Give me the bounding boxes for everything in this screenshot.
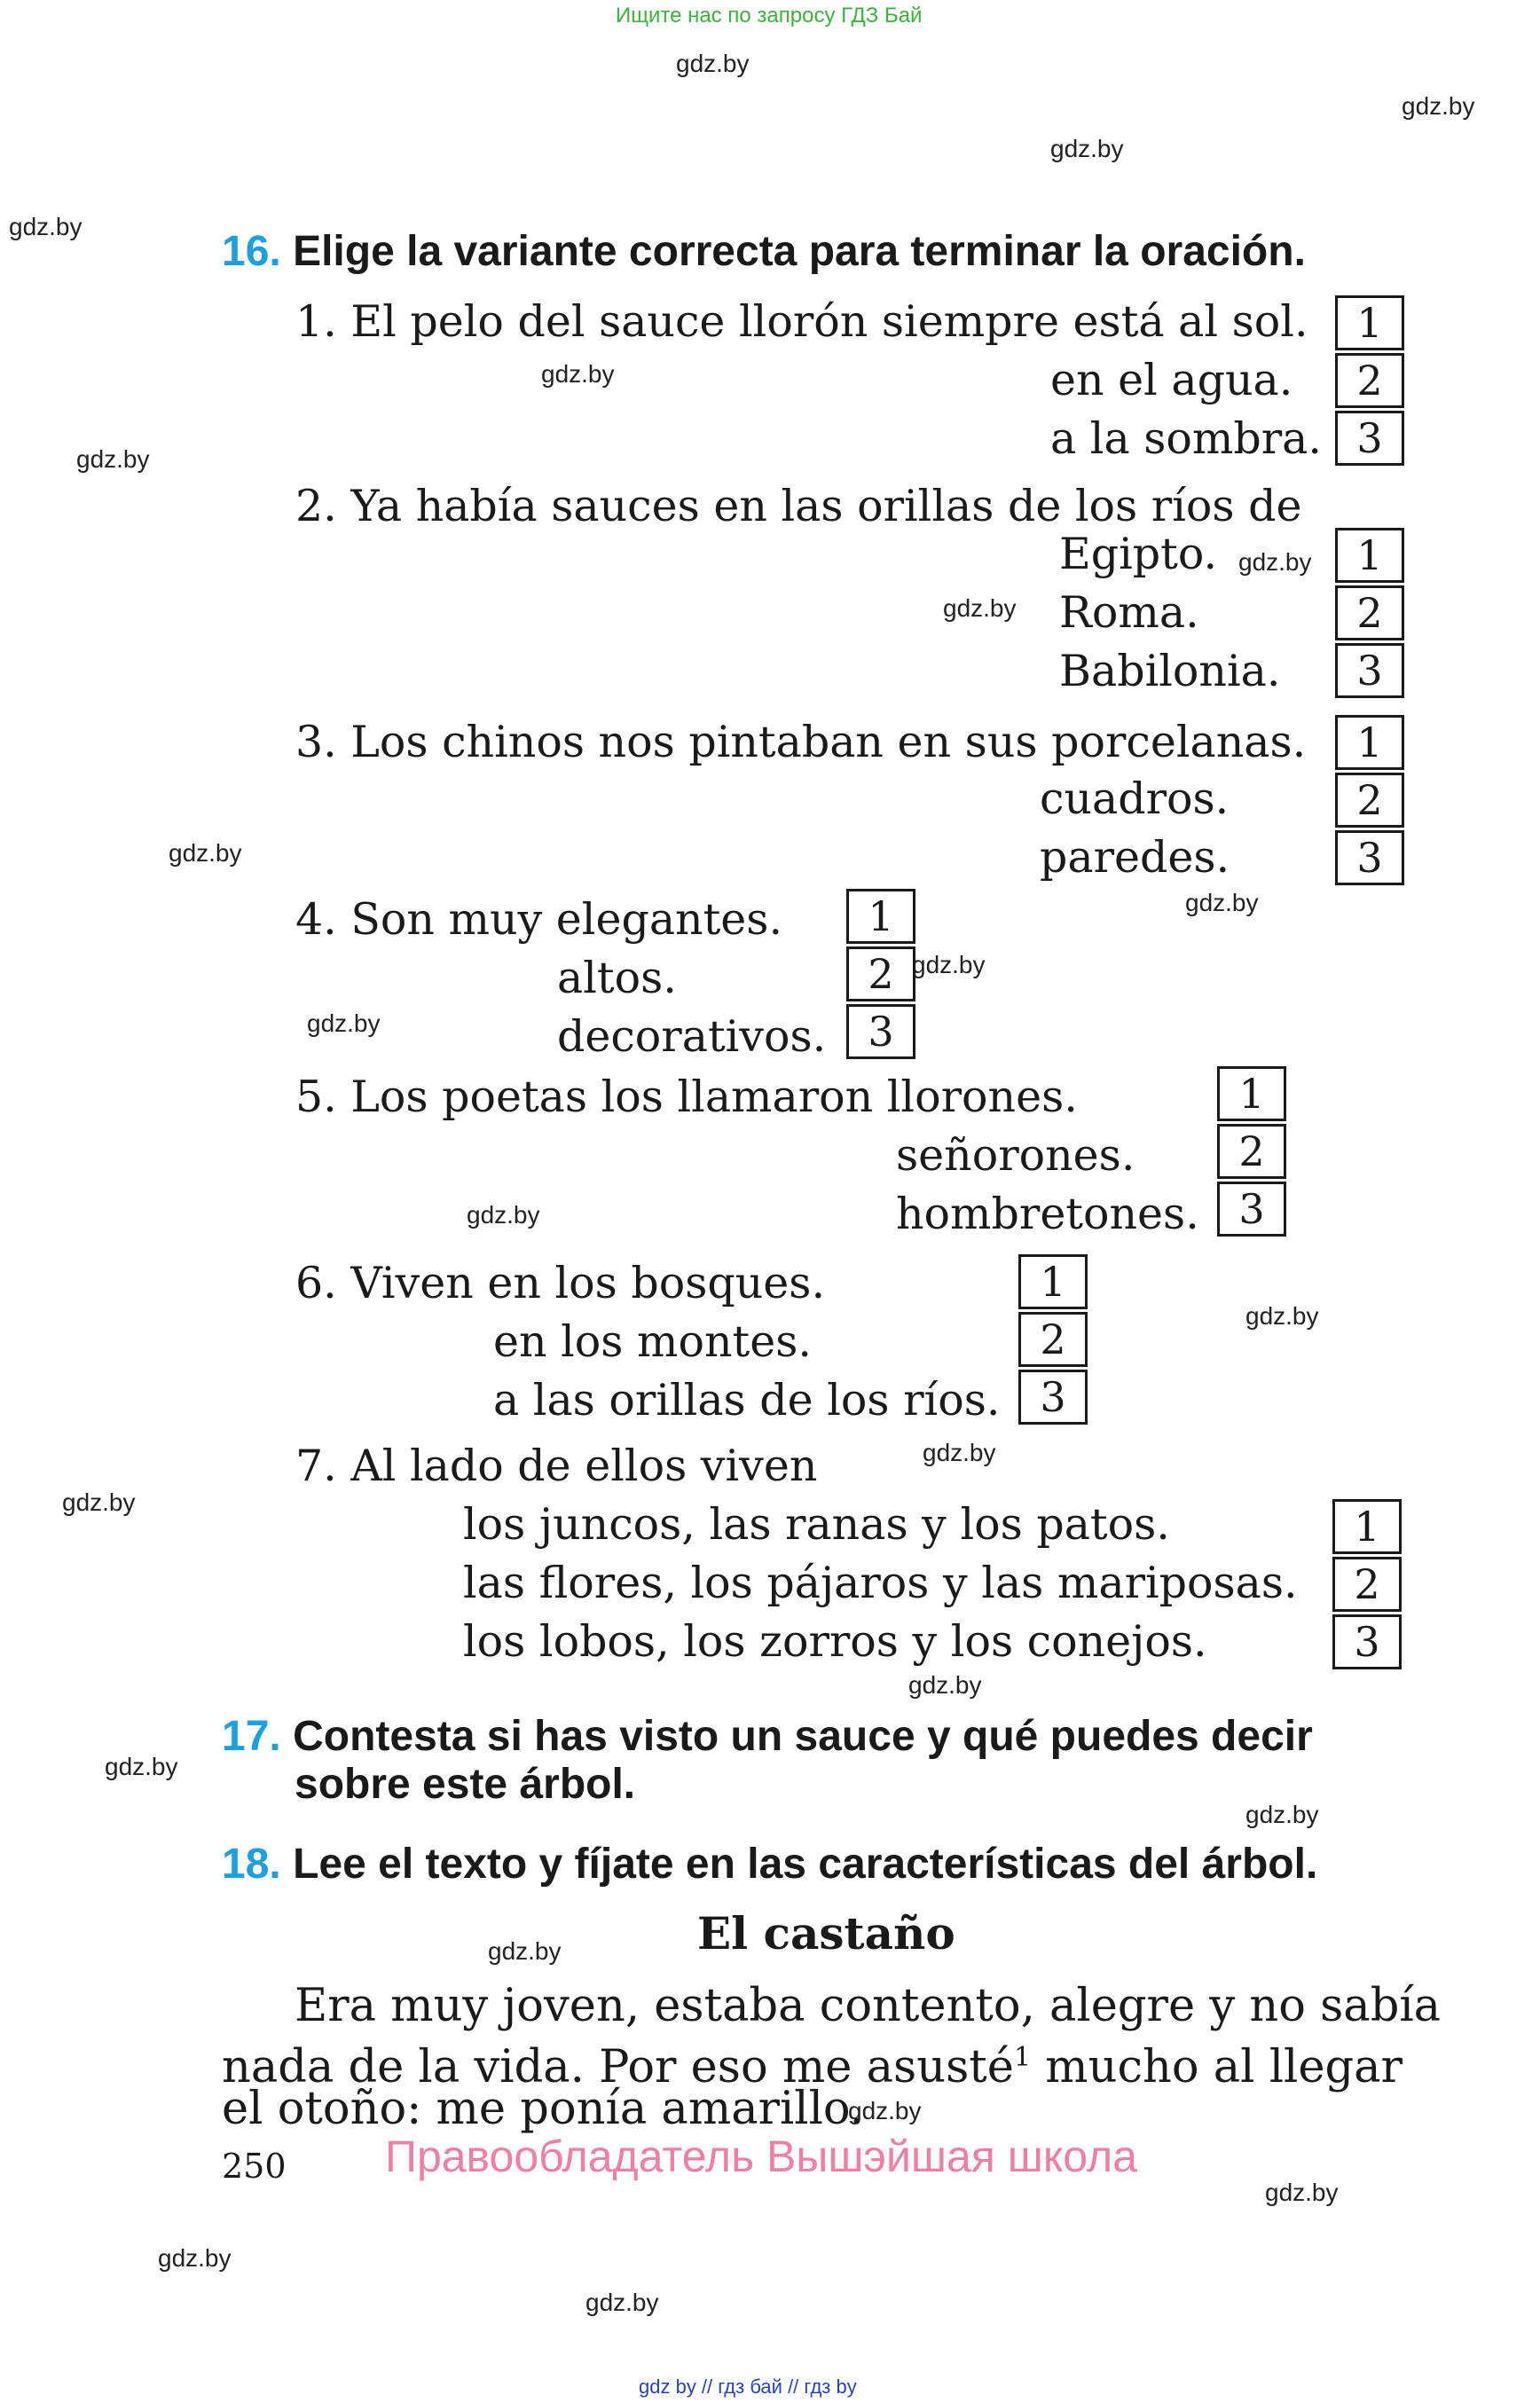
watermark: gdz.by [62,1488,136,1516]
watermark: gdz.by [676,50,750,77]
task-number: 18. [222,1841,281,1888]
task-title: Elige la variante correcta para terminar la oración. [293,228,1306,275]
watermark: gdz.by [1265,2179,1339,2206]
watermark: gdz.by [848,2097,922,2124]
question-1-option-3: a la sombra. [1050,413,1322,464]
answer-box[interactable]: 3 [1332,1614,1402,1669]
answer-box[interactable]: 1 [1217,1066,1286,1121]
watermark: gdz.by [105,1753,178,1780]
watermark: gdz.by [467,1201,540,1229]
answer-box[interactable]: 1 [1335,295,1404,350]
question-7-option-1: los juncos, las ranas y los patos. [463,1499,1170,1550]
page-number: 250 [222,2147,287,2186]
question-3-option-3: paredes. [1040,832,1230,883]
answer-box[interactable]: 2 [1335,585,1404,640]
answer-box[interactable]: 1 [1335,528,1404,583]
answer-box[interactable]: 3 [1335,643,1404,698]
answer-box[interactable]: 3 [1335,830,1404,885]
question-2-stem: 2. Ya había sauces en las orillas de los ríos de [295,481,1302,531]
reading-line-2-end: mucho al llegar [1031,2041,1402,2093]
task-number: 17. [222,1713,281,1760]
question-4-option-3: decorativos. [557,1011,827,1062]
answer-box[interactable]: 1 [1018,1254,1088,1309]
copyright-notice: Правообладатель Вышэйшая школа [385,2132,1137,2181]
question-4-stem: 4. Son muy elegantes. [295,894,783,945]
question-5-option-3: hombretones. [896,1189,1199,1239]
answer-box[interactable]: 1 [1335,715,1404,770]
watermark: gdz.by [1245,1801,1319,1828]
task-17-line-2: sobre este árbol. [295,1761,636,1808]
watermark: gdz.by [1245,1302,1319,1330]
question-7-option-3: los lobos, los zorros y los conejos. [463,1616,1207,1667]
question-1-option-2: en el agua. [1050,355,1293,405]
task-number: 16. [222,228,281,275]
watermark: gdz.by [9,213,82,240]
question-6-option-2: en los montes. [493,1316,812,1367]
task-16-header [222,227,1306,276]
watermark: gdz.by [1185,889,1259,916]
answer-box[interactable]: 2 [1335,353,1404,408]
question-5-stem: 5. Los poetas los llamaron llorones. [295,1072,1078,1122]
bottom-banner[interactable]: gdz by // гдз бай // гдз by [639,2376,857,2398]
watermark: gdz.by [908,1671,982,1699]
reading-line-2-start: nada de la vida. Por eso me asusté [222,2041,1014,2093]
watermark: gdz.by [307,1009,381,1037]
watermark: gdz.by [923,1439,996,1466]
question-7-stem: 7. Al lado de ellos viven [295,1441,818,1491]
footnote-marker[interactable]: 1 [1013,2042,1032,2073]
watermark: gdz.by [1238,548,1312,576]
reading-heading: El castaño [697,1907,955,1959]
watermark: gdz.by [169,839,242,867]
question-6-stem: 6. Viven en los bosques. [295,1258,826,1308]
task-line-1: Contesta si has visto un sauce y qué puedes decir [293,1713,1313,1760]
answer-box[interactable]: 1 [1332,1499,1402,1554]
answer-box[interactable]: 2 [1217,1124,1286,1179]
watermark: gdz.by [1050,135,1124,162]
task-18-header [222,1840,1317,1889]
question-4-option-2: altos. [557,953,677,1003]
watermark: gdz.by [488,1937,562,1965]
answer-box[interactable]: 2 [1332,1557,1402,1612]
watermark: gdz.by [912,951,986,978]
question-6-option-3: a las orillas de los ríos. [493,1375,1001,1425]
watermark: gdz.by [585,2289,659,2316]
question-7-option-2: las flores, los pájaros y las mariposas. [463,1558,1298,1608]
watermark: gdz.by [158,2244,232,2272]
task-17-header [222,1712,1313,1761]
answer-box[interactable]: 2 [1335,773,1404,828]
question-5-option-2: señorones. [896,1130,1135,1181]
question-2-option-1: Egipto. [1059,529,1218,579]
question-3-option-2: cuadros. [1040,774,1230,824]
watermark: gdz.by [943,594,1017,622]
question-3-stem: 3. Los chinos nos pintaban en sus porcelanas. [295,717,1307,767]
answer-box[interactable]: 3 [846,1004,915,1059]
question-1-stem: 1. El pelo del sauce llorón siempre está al sol. [295,296,1308,347]
answer-box[interactable]: 3 [1018,1370,1088,1425]
question-2-option-3: Babilonia. [1059,646,1281,696]
answer-box[interactable]: 2 [1018,1312,1088,1367]
answer-box[interactable]: 1 [846,889,915,944]
reading-line-3: el otoño: me ponía amarillo. [222,2083,864,2135]
question-2-option-2: Roma. [1059,587,1199,638]
watermark: gdz.by [541,360,615,388]
answer-box[interactable]: 3 [1217,1182,1286,1237]
answer-box[interactable]: 3 [1335,411,1404,466]
watermark: gdz.by [1402,92,1475,120]
reading-line-1: Era muy joven, estaba contento, alegre y no sabía [295,1980,1442,2032]
watermark: gdz.by [76,445,150,473]
answer-box[interactable]: 2 [846,946,915,1001]
top-banner[interactable]: Ищите нас по запросу ГДЗ Бай [616,4,923,27]
task-title: Lee el texto y fíjate en las características del árbol. [293,1841,1318,1888]
